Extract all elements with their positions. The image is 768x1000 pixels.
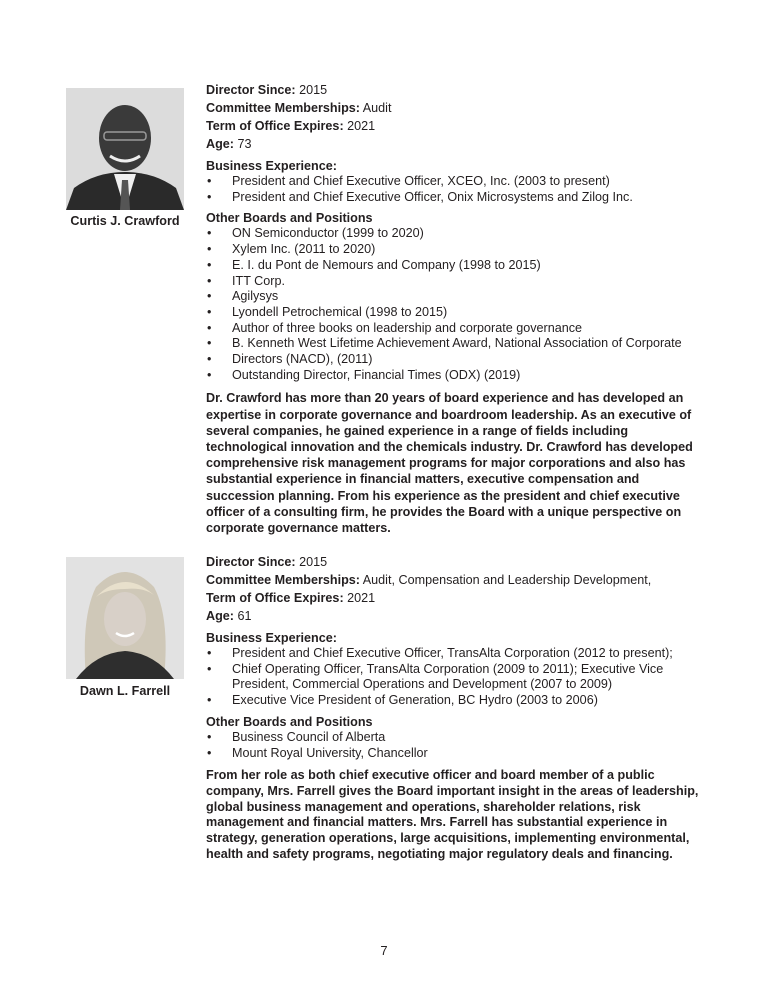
list-item: • Outstanding Director, Financial Times (ODX) (2019) bbox=[206, 368, 726, 384]
list-item: • Chief Operating Officer, TransAlta Corporation (2009 to 2011); Executive Vice President, Commercial Operations and Development (2007 to 2009) bbox=[206, 662, 686, 693]
age bbox=[206, 607, 726, 625]
label: Committee Memberships: bbox=[206, 573, 360, 587]
director-name: Dawn L. Farrell bbox=[79, 684, 171, 698]
value: 2015 bbox=[295, 555, 328, 569]
list-item: • ITT Corp. bbox=[206, 274, 726, 290]
business-experience bbox=[206, 158, 726, 205]
section-heading: Other Boards and Positions bbox=[206, 211, 373, 226]
age bbox=[206, 135, 726, 153]
value: 2021 bbox=[343, 119, 376, 133]
page-number: 7 bbox=[380, 943, 388, 958]
list-item: • President and Chief Executive Officer, Onix Microsystems and Zilog Inc. bbox=[206, 190, 726, 206]
list-item: • Author of three books on leadership and corporate governance bbox=[206, 321, 726, 337]
value: 61 bbox=[234, 609, 252, 623]
director-details-farrell bbox=[206, 553, 726, 862]
list-item: • Mount Royal University, Chancellor bbox=[206, 746, 726, 762]
director-summary: Dr. Crawford has more than 20 years of board experience and has developed an expertise in corporate governance and boardroom leadership. As an executive of several companies, he gained experience in a range of fields including technological innovation and the chemicals industry. Dr. Crawford has developed comprehensive risk management programs for major corporations and also has substantial experience in financial matters, executive compensation and succession planning. From his experience as the president and chief executive officer of a consulting firm, he provides the Board with a unique perspective on corporate governance matters. bbox=[206, 391, 693, 536]
director-since bbox=[206, 553, 726, 571]
director-photo-farrell bbox=[66, 557, 184, 679]
term-expires bbox=[206, 117, 726, 135]
director-photo-crawford bbox=[66, 88, 184, 210]
list-item: • E. I. du Pont de Nemours and Company (1998 to 2015) bbox=[206, 258, 726, 274]
label: Term of Office Expires: bbox=[206, 591, 344, 605]
section-heading: Business Experience: bbox=[206, 631, 337, 645]
list-item: • Executive Vice President of Generation, BC Hydro (2003 to 2006) bbox=[206, 693, 686, 709]
list-item: • ON Semiconductor (1999 to 2020) bbox=[206, 226, 726, 242]
director-since bbox=[206, 81, 726, 99]
label: Director Since: bbox=[206, 555, 296, 569]
committee-memberships bbox=[206, 99, 726, 117]
list-item: • President and Chief Executive Officer, XCEO, Inc. (2003 to present) bbox=[206, 174, 726, 190]
label: Age: bbox=[206, 609, 234, 623]
director-name: Curtis J. Crawford bbox=[70, 214, 180, 228]
business-experience bbox=[206, 630, 726, 709]
label: Age: bbox=[206, 137, 234, 151]
committee-memberships bbox=[206, 571, 726, 589]
label: Term of Office Expires: bbox=[206, 119, 344, 133]
value: 73 bbox=[234, 137, 252, 151]
label: Director Since: bbox=[206, 83, 296, 97]
term-expires bbox=[206, 589, 726, 607]
value: Audit bbox=[359, 101, 392, 115]
other-boards bbox=[206, 210, 726, 383]
section-heading: Business Experience: bbox=[206, 159, 337, 173]
list-item: • President and Chief Executive Officer, TransAlta Corporation (2012 to present); bbox=[206, 646, 686, 662]
list-item: • B. Kenneth West Lifetime Achievement Award, National Association of Corporate bbox=[206, 336, 726, 352]
list-item: • Lyondell Petrochemical (1998 to 2015) bbox=[206, 305, 726, 321]
section-heading: Other Boards and Positions bbox=[206, 714, 373, 729]
director-summary: From her role as both chief executive officer and board member of a public company, Mrs. Farrell gives the Board important insight in the areas of leadership, global business management and operations, shareholder relations, risk management and financial matters. Mrs. Farrell has substantial experience in strategy, generation operations, large acquisitions, implementing environmental, health and safety programs, negotiating major regulatory deals and financing. bbox=[206, 768, 699, 861]
value: 2015 bbox=[295, 83, 328, 97]
list-item: • Directors (NACD), (2011) bbox=[206, 352, 726, 368]
label: Committee Memberships: bbox=[206, 101, 360, 115]
director-details-crawford bbox=[206, 81, 726, 536]
value: Audit, Compensation and Leadership Development, bbox=[359, 573, 652, 587]
other-boards bbox=[206, 714, 726, 761]
value: 2021 bbox=[343, 591, 376, 605]
list-item: • Xylem Inc. (2011 to 2020) bbox=[206, 242, 726, 258]
list-item: • Business Council of Alberta bbox=[206, 730, 726, 746]
list-item: • Agilysys bbox=[206, 289, 726, 305]
